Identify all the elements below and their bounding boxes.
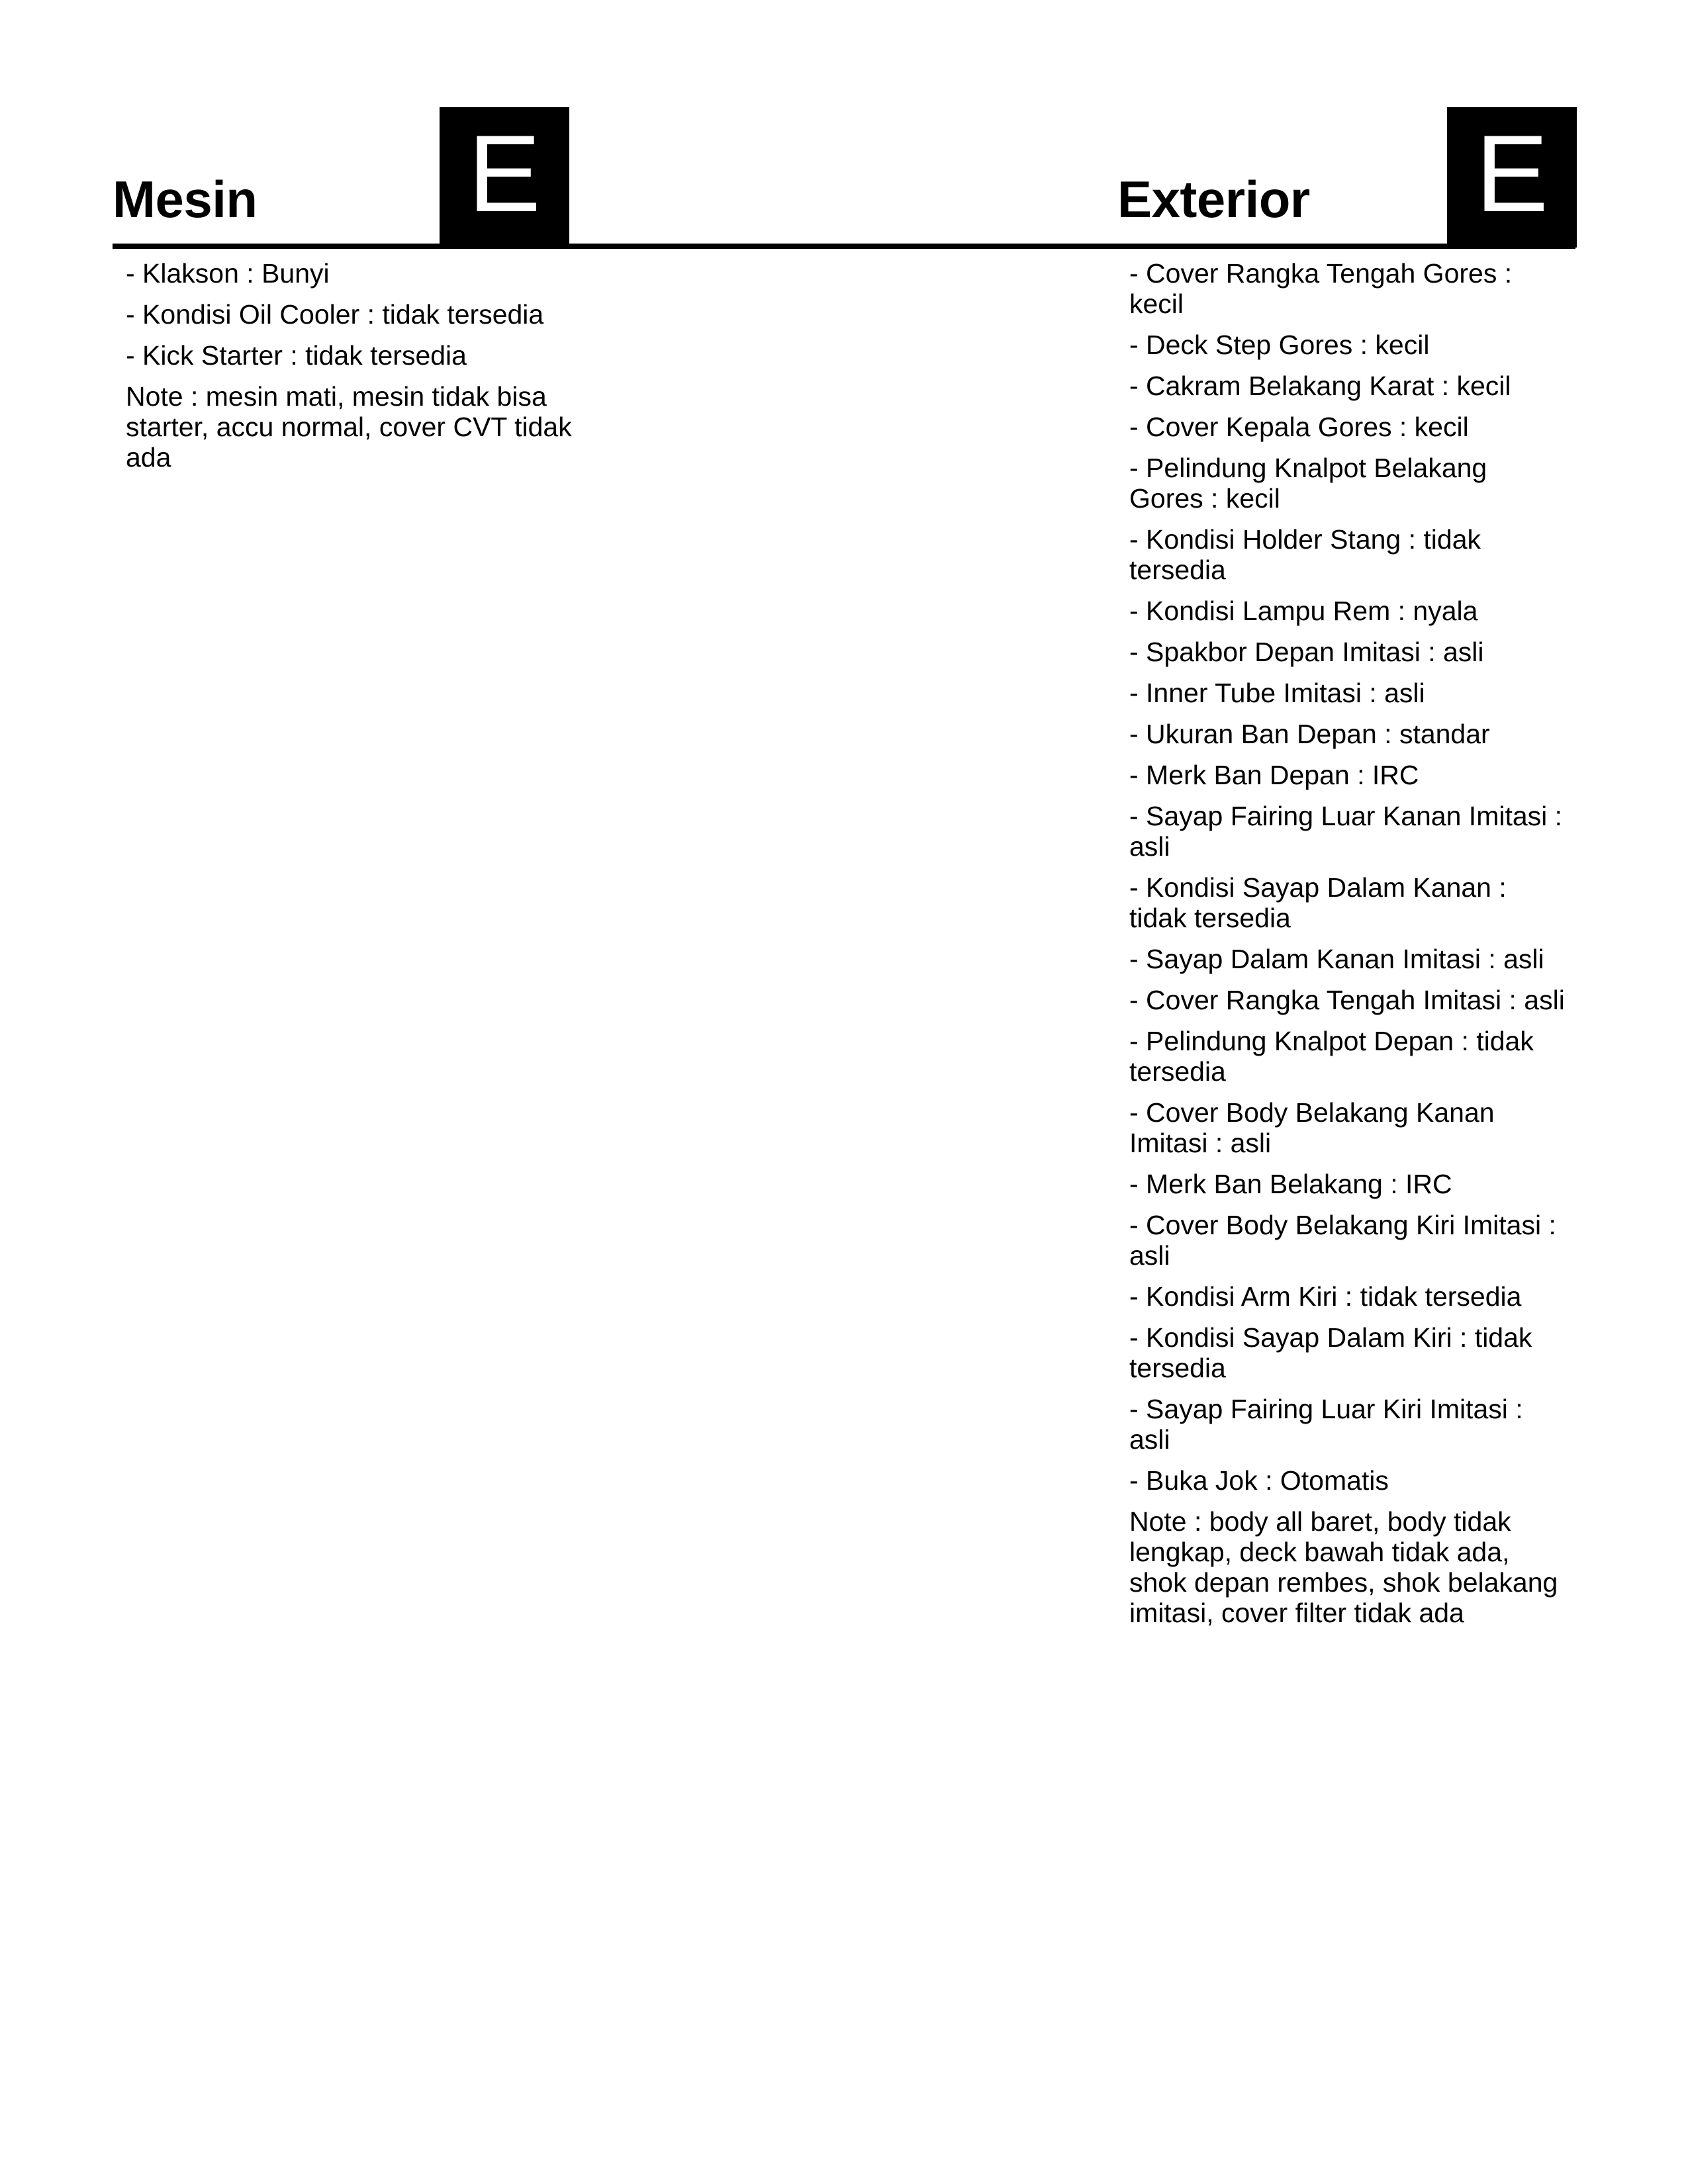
list-item: - Klakson : Bunyi: [126, 258, 330, 289]
list-item: - Kondisi Lampu Rem : nyala: [1129, 596, 1478, 626]
mesin-note: Note : mesin mati, mesin tidak bisa starter, accu normal, cover CVT tidak ada: [126, 381, 572, 473]
list-item: - Kondisi Holder Stang : tidak tersedia: [1129, 524, 1481, 585]
list-item: - Sayap Fairing Luar Kanan Imitasi : asli: [1129, 801, 1563, 862]
list-item: - Kondisi Oil Cooler : tidak tersedia: [126, 299, 544, 330]
list-item: - Kondisi Sayap Dalam Kanan : tidak tersedia: [1129, 872, 1507, 933]
exterior-note: Note : body all baret, body tidak lengkap, deck bawah tidak ada, shok depan rembes, shok belakang imitasi, cover filter tidak ada: [1129, 1506, 1558, 1628]
list-item: - Pelindung Knalpot Belakang Gores : kecil: [1129, 453, 1487, 514]
exterior-grade-badge: E: [1447, 107, 1577, 248]
list-item: - Cover Rangka Tengah Gores : kecil: [1129, 258, 1513, 319]
list-item: - Kick Starter : tidak tersedia: [126, 340, 467, 371]
list-item: - Merk Ban Depan : IRC: [1129, 760, 1419, 790]
list-item: - Deck Step Gores : kecil: [1129, 330, 1430, 360]
list-item: - Inner Tube Imitasi : asli: [1129, 678, 1425, 708]
exterior-section-title: Exterior: [1117, 170, 1310, 228]
section-divider: [113, 244, 1575, 249]
list-item: - Kondisi Arm Kiri : tidak tersedia: [1129, 1281, 1522, 1312]
list-item: - Merk Ban Belakang : IRC: [1129, 1169, 1452, 1199]
list-item: - Ukuran Ban Depan : standar: [1129, 719, 1490, 749]
list-item: - Cover Body Belakang Kanan Imitasi : asli: [1129, 1097, 1495, 1158]
list-item: - Spakbor Depan Imitasi : asli: [1129, 637, 1484, 667]
list-item: - Cakram Belakang Karat : kecil: [1129, 371, 1511, 401]
exterior-item-list: [1129, 258, 1566, 1639]
mesin-item-list: [126, 258, 576, 483]
list-item: - Cover Body Belakang Kiri Imitasi : asli: [1129, 1210, 1556, 1271]
list-item: - Cover Kepala Gores : kecil: [1129, 412, 1469, 442]
list-item: - Kondisi Sayap Dalam Kiri : tidak tersedia: [1129, 1322, 1532, 1383]
list-item: - Buka Jok : Otomatis: [1129, 1465, 1389, 1496]
list-item: - Sayap Fairing Luar Kiri Imitasi : asli: [1129, 1394, 1523, 1455]
mesin-section-title: Mesin: [113, 170, 258, 228]
list-item: - Cover Rangka Tengah Imitasi : asli: [1129, 985, 1565, 1015]
list-item: - Pelindung Knalpot Depan : tidak tersedia: [1129, 1026, 1534, 1087]
mesin-grade-badge: E: [440, 107, 569, 248]
list-item: - Sayap Dalam Kanan Imitasi : asli: [1129, 944, 1544, 974]
